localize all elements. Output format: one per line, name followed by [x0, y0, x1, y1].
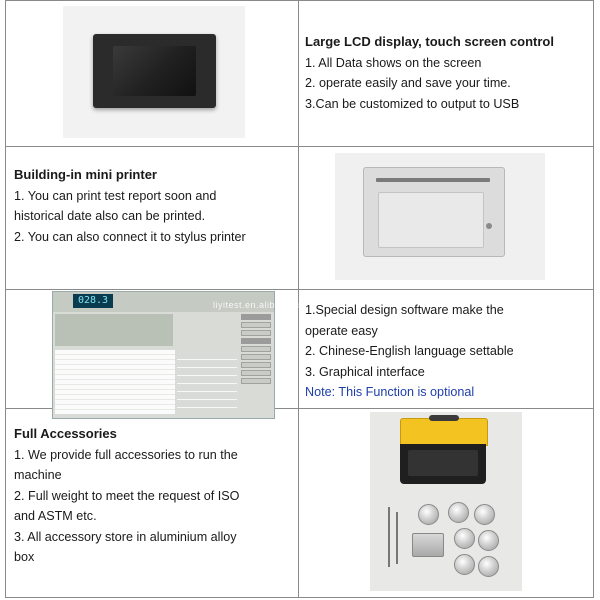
row-divider [6, 146, 593, 147]
accessories-line-5: 3. All accessory store in aluminium alloy [14, 529, 237, 544]
toolbox-handle [429, 415, 459, 421]
printer-line-2: historical date also can be printed. [14, 209, 206, 223]
lcd-title: Large LCD display, touch screen control [305, 34, 554, 49]
printer-paper-slot [376, 178, 490, 182]
software-line-2: operate easy [305, 323, 378, 338]
lcd-display-photo [63, 6, 245, 138]
accessories-line-2: machine [14, 468, 62, 482]
printer-description [14, 165, 294, 247]
toolbox-base [400, 444, 486, 484]
test-disk [448, 502, 469, 523]
software-note: Note: This Function is optional [305, 385, 475, 399]
test-disk [454, 528, 475, 549]
panel-header [241, 338, 271, 344]
lcd-line-2: 2. operate easily and save your time. [305, 76, 511, 90]
accessories-line-4: and ASTM etc. [14, 509, 97, 523]
accessories-line-3: 2. Full weight to meet the request of ISO [14, 488, 240, 503]
lcd-description [305, 32, 590, 114]
panel-button [241, 378, 271, 384]
accessories-description [14, 424, 294, 568]
software-button-panel [241, 314, 271, 414]
software-line-3: 2. Chinese-English language settable [305, 344, 514, 358]
printer-door [378, 192, 484, 248]
lcd-screen [113, 46, 196, 96]
software-description [305, 300, 590, 403]
software-data-table [55, 350, 175, 414]
temperature-readout: 028.3 [73, 294, 113, 308]
test-disk [478, 530, 499, 551]
accessory-rod [396, 512, 398, 564]
panel-button [241, 346, 271, 352]
software-parameter-list [177, 352, 237, 414]
software-line-1: 1.Special design software make the [305, 303, 504, 317]
printer-led [486, 223, 492, 229]
software-screenshot [52, 291, 314, 419]
accessories-title: Full Accessories [14, 426, 117, 441]
printer-line-3: 2. You can also connect it to stylus printer [14, 229, 246, 244]
software-line-4: 3. Graphical interface [305, 364, 425, 379]
printer-body [363, 167, 505, 257]
accessory-rod [388, 507, 390, 567]
toolbox [400, 418, 486, 484]
panel-button [241, 330, 271, 336]
lcd-line-1: 1. All Data shows on the screen [305, 55, 482, 70]
accessories-photo [370, 412, 522, 591]
lcd-frame [93, 34, 216, 108]
test-disk [454, 554, 475, 575]
watermark: liyitest.en.alibaba.com [213, 300, 314, 310]
column-divider [298, 1, 299, 597]
accessories-line-6: box [14, 550, 35, 564]
accessories-line-1: 1. We provide full accessories to run the [14, 447, 238, 462]
panel-button [241, 362, 271, 368]
panel-button [241, 370, 271, 376]
test-disk [474, 504, 495, 525]
panel-header [241, 314, 271, 320]
printer-title: Building-in mini printer [14, 167, 157, 182]
toolbox-lid [400, 418, 488, 446]
lcd-line-3: 3.Can be customized to output to USB [305, 96, 520, 111]
row-divider [6, 289, 593, 290]
printer-photo [335, 153, 545, 280]
software-graph [55, 314, 173, 346]
toolbox-tray [408, 450, 478, 476]
printer-line-1: 1. You can print test report soon and [14, 188, 217, 203]
panel-button [241, 354, 271, 360]
test-disk [478, 556, 499, 577]
sample-pan [412, 533, 444, 557]
test-disk [418, 504, 439, 525]
panel-button [241, 322, 271, 328]
